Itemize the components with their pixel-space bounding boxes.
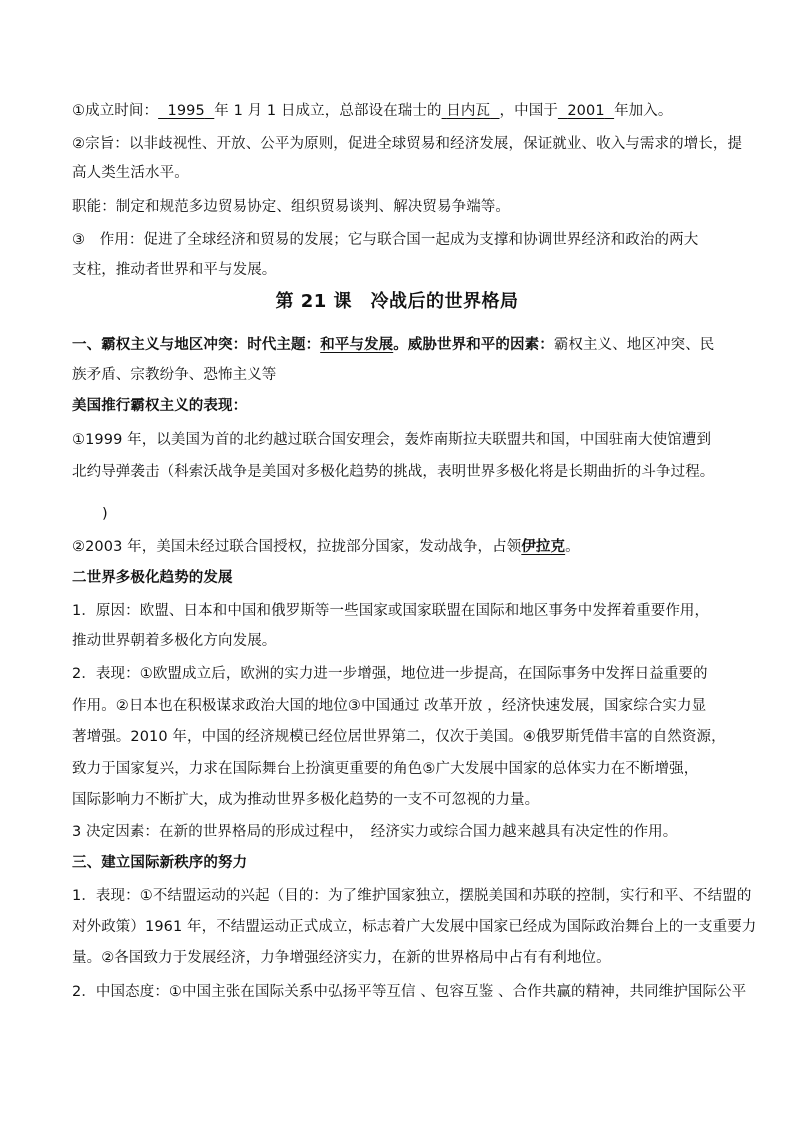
section2-heading: 二世界多极化趋势的发展 bbox=[72, 570, 233, 586]
kosovo-close-paren: ) bbox=[102, 506, 108, 522]
wto-purpose-line-2: 高人类生活水平。 bbox=[72, 165, 189, 181]
iraq-country: 伊拉克 bbox=[521, 539, 566, 555]
threat-list: 霸权主义、地区冲突、民 bbox=[553, 337, 715, 353]
wto-role-line-2: 支柱，推动者世界和平与发展。 bbox=[72, 262, 277, 278]
hegemony-heading: 美国推行霸权主义的表现： bbox=[72, 398, 248, 414]
multipolar-show-line-3: 著增强。2010 年，中国的经济规模已经位居世界第二，仅次于美国。④俄罗斯凭借丰富的自然资源， bbox=[72, 729, 726, 745]
founding-year: 1995 bbox=[167, 103, 205, 119]
wto-role-line-1: ③ 作用：促进了全球经济和贸易的发展；它与联合国一起成为支撑和协调世界经济和政治的两大 bbox=[72, 232, 699, 248]
hq-city-blank bbox=[442, 101, 500, 121]
founding-label: ①成立时间： bbox=[72, 103, 159, 119]
new-order-line-1: 1．表现：①不结盟运动的兴起（目的：为了维护国家独立，摆脱美国和苏联的控制，实行和平、不结盟的 bbox=[72, 888, 752, 904]
founding-date-text: 年 1 月 1 日成立，总部设在瑞士的 bbox=[214, 103, 442, 119]
iraq-text: ②2003 年，美国未经过联合国授权，拉拢部分国家，发动战争，占领 bbox=[72, 539, 522, 555]
threat-list-cont: 族矛盾、宗教纷争、恐怖主义等 bbox=[72, 367, 277, 383]
decisive-factor-line: 3 决定因素：在新的世界格局的形成过程中， 经济实力或综合国力越来越具有决定性的作用。 bbox=[72, 824, 678, 840]
new-order-line-2: 对外政策）1961 年，不结盟运动正式成立，标志着广大发展中国家已经成为国际政治舞台上的一支重要力 bbox=[72, 919, 757, 935]
section1-heading: 一、霸权主义与地区冲突：时代主题： bbox=[72, 337, 321, 353]
iraq-line bbox=[72, 537, 732, 557]
iraq-suffix: 。 bbox=[565, 539, 580, 555]
join-year: 2001 bbox=[567, 103, 605, 119]
multipolar-show-line-2: 作用。②日本也在积极谋求政治大国的地位③中国通过 改革开放 ，经济快速发展，国家综合实力显 bbox=[72, 698, 707, 714]
multipolar-reason-line-2: 推动世界朝着多极化方向发展。 bbox=[72, 633, 277, 649]
hq-city: 日内瓦 bbox=[446, 103, 491, 119]
join-year-blank bbox=[558, 101, 614, 121]
multipolar-show-line-1: 2．表现：①欧盟成立后，欧洲的实力进一步增强，地位进一步提高，在国际事务中发挥日益重要的 bbox=[72, 666, 708, 682]
wto-function-line: 职能：制定和规范多边贸易协定、组织贸易谈判、解决贸易争端等。 bbox=[72, 199, 510, 215]
kosovo-line-1: ①1999 年，以美国为首的北约越过联合国安理会，轰炸南斯拉夫联盟共和国，中国驻南大使馆遭到 bbox=[72, 432, 712, 448]
multipolar-show-line-4: 致力于国家复兴，力求在国际舞台上扮演更重要的角色⑤广大发展中国家的总体实力在不断增强， bbox=[72, 761, 699, 777]
threat-label: 。威胁世界和平的因素： bbox=[393, 337, 554, 353]
era-theme: 和平与发展 bbox=[320, 337, 394, 353]
lesson-title: 第 21 课 冷战后的世界格局 bbox=[275, 291, 519, 312]
section1-heading-line bbox=[72, 335, 732, 355]
china-attitude-line: 2．中国态度：①中国主张在国际关系中弘扬平等互信 、包容互鉴 、合作共赢的精神，共同维护国际公平 bbox=[72, 984, 747, 1000]
join-suffix: 年加入。 bbox=[614, 103, 673, 119]
wto-purpose-line-1: ②宗旨：以非歧视性、开放、公平为原则，促进全球贸易和经济发展，保证就业、收入与需求的增长，提 bbox=[72, 136, 743, 152]
section3-heading: 三、建立国际新秩序的努力 bbox=[72, 855, 248, 871]
multipolar-show-line-5: 国际影响力不断扩大，成为推动世界多极化趋势的一支不可忽视的力量。 bbox=[72, 792, 540, 808]
kosovo-line-2: 北约导弹袭击（科索沃战争是美国对多极化趋势的挑战，表明世界多极化将是长期曲折的斗争过程。 bbox=[72, 464, 715, 480]
wto-founding-line bbox=[72, 101, 732, 121]
new-order-line-3: 量。②各国致力于发展经济，力争增强经济实力，在新的世界格局中占有有利地位。 bbox=[72, 950, 611, 966]
multipolar-reason-line-1: 1．原因：欧盟、日本和中国和俄罗斯等一些国家或国家联盟在国际和地区事务中发挥着重要作用， bbox=[72, 603, 710, 619]
china-join-text: ，中国于 bbox=[499, 103, 558, 119]
founding-year-blank bbox=[158, 101, 214, 121]
